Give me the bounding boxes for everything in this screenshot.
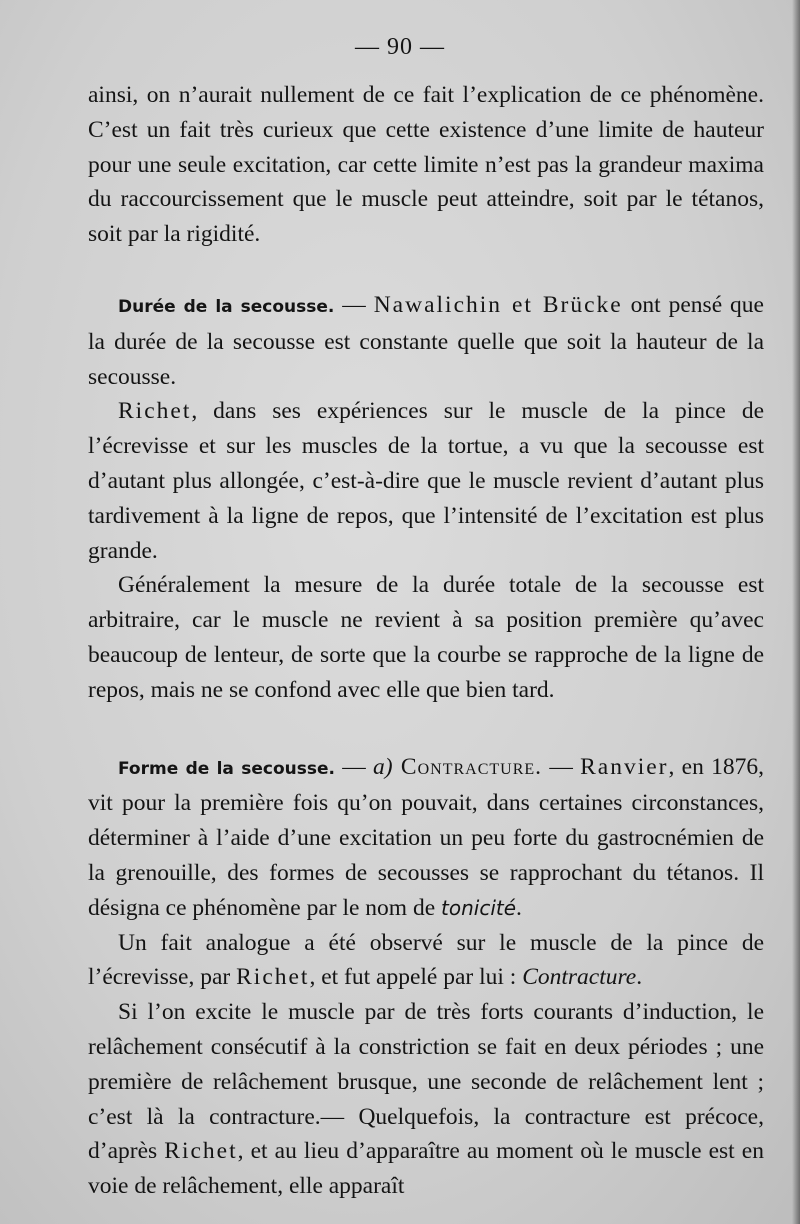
- paragraph-1: ainsi, on n’aurait nullement de ce fait l’explication de ce phénomène. C’est un fait très curieux que cette existence d’une limite de hauteur pour une seule excitation, car cette limite n’est pas la grandeur maxima du raccourcissement que le muscle peut atteindre, soit par le tétanos, soit par la rigidité.: [88, 82, 764, 248]
- paragraph-7: [88, 995, 764, 1204]
- section-heading-forme: Forme de la secousse.: [118, 758, 335, 779]
- paragraph-3-text: , dans ses expériences sur le muscle de la pince de l’écrevisse et sur les muscles de la tortue, a vu que la secousse est d’autant plus allongée, c’est-à-dire que le muscle revient d’autant plus tardivement à la ligne de repos, que l’intensité de l’excitation est plus grande.: [88, 398, 764, 564]
- dash: —: [334, 291, 374, 318]
- paragraph-7-text: Si l’on excite le muscle par de très forts courants d’induction, le relâchement consécutif à la constriction se fait en deux périodes ; une première de relâchement brusque, une seconde de relâchement lent ; c’est là la contracture.— Quelquefois, la contracture est précoce, d’après: [88, 999, 764, 1165]
- paragraph-4: Généralement la mesure de la durée totale de la secousse est arbitraire, car le muscle ne revient à sa position première qu’avec beaucoup de lenteur, de sorte que la courbe se rapproche de la ligne de repos, mais ne se confond avec elle que bien tard.: [88, 572, 764, 703]
- paragraph-5-text: , en 1876, vit pour la première fois qu’on pouvait, dans certaines circonstances, déterminer à l’aide d’une excitation un peu forte du gastrocnémien de la grenouille, des formes de secousses se rapprochant du tétanos. Il désigna ce phénomène par le nom de: [88, 753, 765, 921]
- section-heading-duree: Durée de la secousse.: [118, 296, 335, 317]
- paragraph-2-text: ont pensé que la durée de la secousse est constante quelle que soit la hauteur de la secousse.: [88, 291, 764, 390]
- body-text: [88, 78, 764, 1204]
- paragraph-forme: [88, 750, 764, 926]
- period: .: [636, 964, 643, 991]
- author-richet: Richet: [164, 1138, 238, 1165]
- term-tonicite: tonicité: [441, 895, 517, 920]
- paragraph-duree: [88, 288, 764, 394]
- subheading-contracture: Contracture.: [392, 753, 543, 780]
- page-edge-shadow: [792, 0, 800, 1224]
- paragraph-7-text-2: , et au lieu d’apparaître au moment où le muscle est en voie de relâchement, elle apparaît: [88, 1138, 764, 1200]
- paragraph-richet: [88, 394, 764, 568]
- page-number: — 90 —: [355, 34, 445, 60]
- author-names: Nawalichin et Brücke: [373, 291, 623, 318]
- dash: —: [542, 753, 581, 780]
- author-richet: Richet: [236, 964, 310, 991]
- item-label: a): [373, 753, 393, 780]
- paragraph-6-text-2: , et fut appelé par lui :: [309, 964, 523, 991]
- author-ranvier: Ranvier: [580, 753, 669, 780]
- dash: —: [334, 753, 374, 780]
- paragraph-6-text: Un fait analogue a été observé sur le muscle de la pince de l’écrevisse, par: [88, 929, 764, 991]
- term-contracture: Contracture: [522, 964, 637, 991]
- paragraph-6: [88, 926, 764, 996]
- period: .: [516, 894, 522, 921]
- author-richet: Richet: [118, 398, 192, 425]
